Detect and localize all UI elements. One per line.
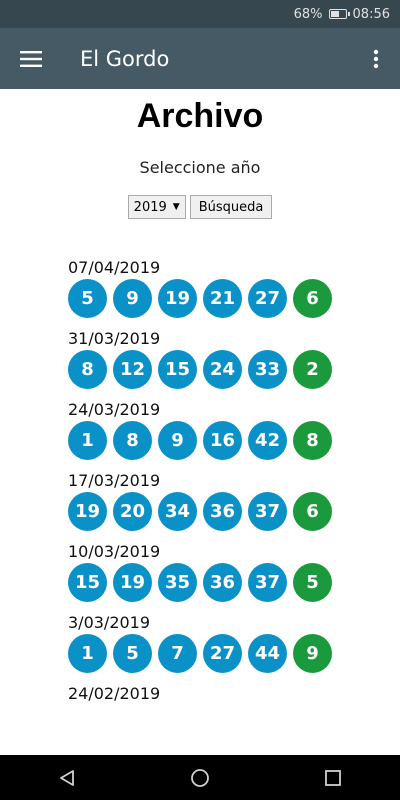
battery-icon — [329, 9, 347, 19]
page-title: Archivo — [136, 97, 264, 135]
number-ball: 12 — [113, 350, 152, 389]
number-ball: 5 — [113, 634, 152, 673]
number-ball: 20 — [113, 492, 152, 531]
hamburger-menu-icon — [20, 51, 42, 67]
year-select[interactable] — [128, 195, 186, 219]
number-ball: 37 — [248, 563, 287, 602]
draw-date: 17/03/2019 — [68, 471, 161, 490]
home-icon[interactable] — [190, 768, 210, 788]
draw-numbers — [68, 634, 400, 673]
more-options-button[interactable] — [352, 28, 400, 89]
controls — [0, 195, 400, 219]
key-number-ball: 2 — [293, 350, 332, 389]
draw-date: 10/03/2019 — [68, 542, 161, 561]
draw-numbers — [68, 563, 400, 602]
year-select-value: 2019 — [133, 199, 167, 215]
draw-date: 24/02/2019 — [68, 684, 161, 703]
draw-item — [68, 257, 400, 318]
select-year-label: Seleccione año — [139, 158, 261, 177]
number-ball: 19 — [158, 279, 197, 318]
key-number-ball: 8 — [293, 421, 332, 460]
number-ball: 35 — [158, 563, 197, 602]
recents-icon[interactable] — [323, 768, 343, 788]
number-ball: 19 — [113, 563, 152, 602]
number-ball: 37 — [248, 492, 287, 531]
status-bar — [0, 0, 400, 28]
content — [0, 89, 400, 755]
battery-percent: 68% — [293, 6, 323, 22]
draw-numbers — [68, 421, 400, 460]
number-ball: 44 — [248, 634, 287, 673]
draw-date: 24/03/2019 — [68, 400, 161, 419]
number-ball: 1 — [68, 421, 107, 460]
number-ball: 15 — [68, 563, 107, 602]
number-ball: 5 — [68, 279, 107, 318]
menu-button[interactable] — [0, 28, 62, 89]
draw-numbers — [68, 350, 400, 389]
draw-date: 3/03/2019 — [68, 613, 151, 632]
draw-numbers — [68, 492, 400, 531]
number-ball: 9 — [113, 279, 152, 318]
draw-item — [68, 470, 400, 531]
number-ball: 27 — [248, 279, 287, 318]
number-ball: 21 — [203, 279, 242, 318]
key-number-ball: 5 — [293, 563, 332, 602]
number-ball: 36 — [203, 563, 242, 602]
draw-date: 07/04/2019 — [68, 258, 161, 277]
draw-results-list — [0, 257, 400, 705]
number-ball: 8 — [113, 421, 152, 460]
key-number-ball: 6 — [293, 492, 332, 531]
number-ball: 7 — [158, 634, 197, 673]
number-ball: 1 — [68, 634, 107, 673]
draw-numbers — [68, 279, 400, 318]
number-ball: 8 — [68, 350, 107, 389]
number-ball: 33 — [248, 350, 287, 389]
number-ball: 24 — [203, 350, 242, 389]
number-ball: 42 — [248, 421, 287, 460]
app-bar — [0, 28, 400, 89]
number-ball: 16 — [203, 421, 242, 460]
draw-item — [68, 683, 400, 705]
draw-item — [68, 612, 400, 673]
clock: 08:56 — [352, 6, 390, 22]
draw-item — [68, 399, 400, 460]
back-icon[interactable] — [57, 768, 77, 788]
number-ball: 9 — [158, 421, 197, 460]
number-ball: 36 — [203, 492, 242, 531]
number-ball: 34 — [158, 492, 197, 531]
key-number-ball: 6 — [293, 279, 332, 318]
draw-date: 31/03/2019 — [68, 329, 161, 348]
number-ball: 27 — [203, 634, 242, 673]
number-ball: 15 — [158, 350, 197, 389]
draw-item — [68, 541, 400, 602]
app-title: El Gordo — [80, 46, 170, 71]
search-button[interactable]: Búsqueda — [190, 195, 273, 219]
navigation-bar — [0, 755, 400, 800]
more-vert-icon — [373, 49, 379, 69]
dropdown-arrow-icon: ▼ — [172, 202, 180, 212]
number-ball: 19 — [68, 492, 107, 531]
draw-item — [68, 328, 400, 389]
key-number-ball: 9 — [293, 634, 332, 673]
